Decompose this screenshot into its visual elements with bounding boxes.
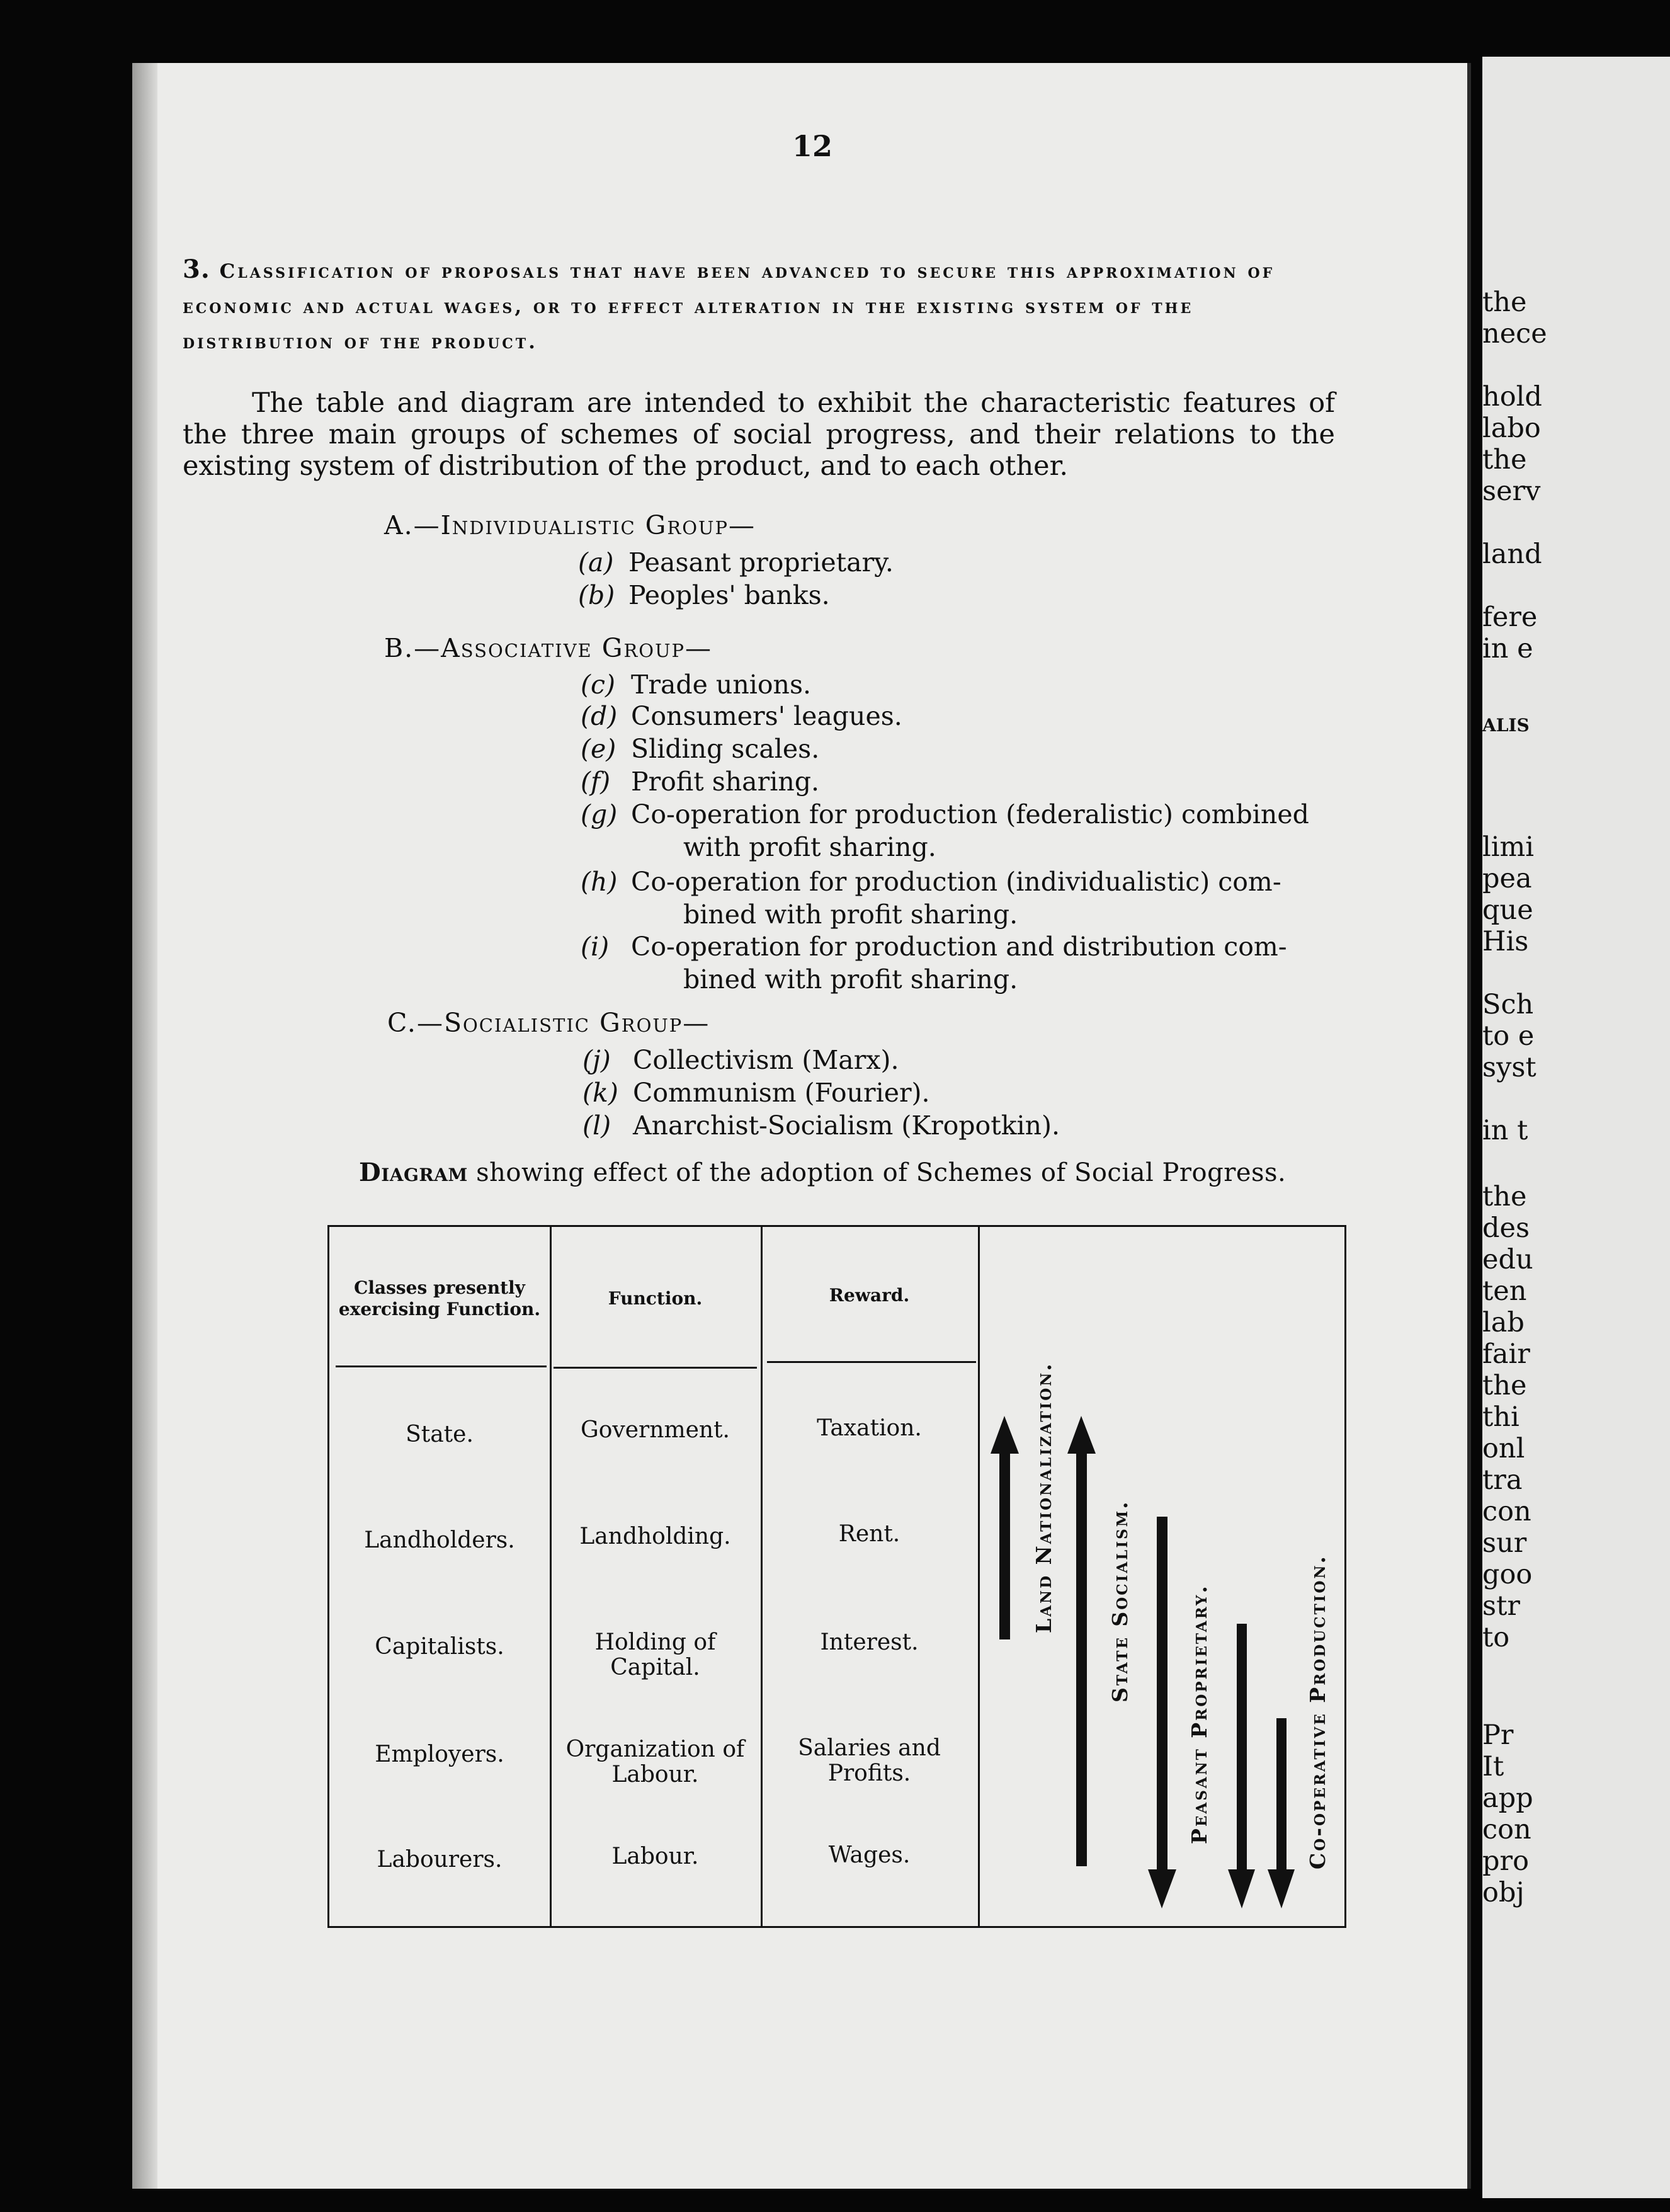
section-heading-text: Classification of proposals that have been advanced to secure this approximation of economic and actual wages, or to effect alteration in the existing system of the distribution of the product.	[183, 260, 1275, 353]
cell-function: Holding of Capital.	[594, 1629, 716, 1680]
group-title-c: C.—Socialistic Group—	[387, 1008, 710, 1038]
label-peasant-proprietary: Peasant Proprietary.	[1187, 1584, 1212, 1844]
cell-class: State.	[406, 1422, 474, 1447]
cell-reward: Rent.	[838, 1521, 900, 1547]
facing-page-line: obj	[1482, 1877, 1525, 1908]
list-item-continuation: bined with profit sharing.	[683, 899, 1018, 930]
page-edge-shadow	[132, 63, 157, 2189]
label-land-nationalization: Land Nationalization.	[1031, 1362, 1056, 1633]
cell-class: Capitalists.	[375, 1634, 504, 1660]
list-item: (f) Profit sharing.	[581, 767, 820, 797]
header-reward: Reward.	[829, 1285, 910, 1306]
state-socialism-arrow	[1067, 1416, 1096, 1866]
list-item: (h) Co-operation for production (individualistic) com-	[581, 867, 1281, 897]
facing-page-line: hold	[1482, 381, 1542, 413]
cell-reward: Interest.	[820, 1629, 919, 1655]
cell-function: Organization of Labour.	[565, 1736, 745, 1787]
cell-class: Landholders.	[364, 1527, 515, 1553]
facing-page-line: labo	[1482, 413, 1541, 444]
list-item: (e) Sliding scales.	[581, 734, 820, 764]
intro-paragraph: The table and diagram are intended to exhibit the characteristic features of the three main groups of schemes of social progress, and their relations to the existing system of distribution of the product, and to each other.	[183, 387, 1335, 482]
facing-page-line: nece	[1482, 318, 1547, 350]
cell-reward: Salaries and Profits.	[798, 1735, 941, 1786]
page-number: 12	[792, 129, 833, 163]
land-nationalization-arrow	[991, 1416, 1019, 1639]
list-item-continuation: bined with profit sharing.	[683, 964, 1018, 995]
facing-page-line: the	[1482, 1370, 1527, 1401]
facing-page-line: sur	[1482, 1527, 1527, 1559]
cell-function: Government.	[580, 1417, 730, 1443]
list-item: (l) Anarchist-Socialism (Kropotkin).	[582, 1110, 1060, 1141]
facing-page-line: edu	[1482, 1244, 1533, 1275]
cooperative-production-arrow-2	[1268, 1718, 1295, 1908]
caption-lead: Diagram	[359, 1158, 468, 1187]
cell-reward: Taxation.	[817, 1415, 922, 1441]
list-item-continuation: with profit sharing.	[683, 832, 936, 862]
group-title-a: A.—Individualistic Group—	[384, 510, 756, 540]
caption-rest: showing effect of the adoption of Schemes of Social Progress.	[467, 1158, 1287, 1187]
header-function: Function.	[608, 1288, 703, 1309]
facing-page-line: the	[1482, 1181, 1527, 1212]
list-item: (b) Peoples' banks.	[578, 580, 830, 610]
section-heading	[183, 252, 1335, 360]
social-progress-diagram	[327, 1225, 1346, 1928]
facing-page-fragment	[1482, 57, 1670, 2198]
facing-page-line: Pr	[1482, 1719, 1514, 1751]
facing-page-line: land	[1482, 539, 1542, 570]
peasant-proprietary-arrow	[1148, 1517, 1176, 1908]
facing-page-line: que	[1482, 894, 1533, 926]
cell-reward: Wages.	[828, 1842, 911, 1868]
facing-page-line: fair	[1482, 1338, 1530, 1370]
cell-class: Employers.	[375, 1742, 504, 1767]
list-item: (c) Trade unions.	[581, 670, 812, 700]
list-item: (i) Co-operation for production and distribution com-	[581, 932, 1287, 962]
facing-page-line: ALIS	[1482, 715, 1530, 736]
facing-page-line: the	[1482, 444, 1527, 476]
cell-class: Labourers.	[377, 1847, 503, 1873]
facing-page-line: pro	[1482, 1845, 1529, 1877]
facing-page-line: str	[1482, 1590, 1520, 1622]
facing-page-line: in t	[1482, 1115, 1528, 1146]
facing-page-line: the	[1482, 287, 1527, 318]
label-state-socialism: State Socialism.	[1108, 1500, 1132, 1702]
facing-page-line: goo	[1482, 1559, 1533, 1590]
facing-page-line: to	[1482, 1622, 1510, 1653]
facing-page-line: His	[1482, 926, 1529, 957]
list-item: (d) Consumers' leagues.	[581, 701, 902, 731]
facing-page-line: to e	[1482, 1020, 1535, 1052]
list-item: (a) Peasant proprietary.	[578, 547, 894, 578]
group-title-b: B.—Associative Group—	[384, 633, 713, 663]
facing-page-line: con	[1482, 1496, 1531, 1527]
header-classes: Classes presently exercising Function.	[338, 1277, 541, 1320]
section-number: 3.	[183, 254, 210, 284]
facing-page-line: lab	[1482, 1307, 1525, 1338]
facing-page-line: It	[1482, 1751, 1504, 1782]
facing-page-line: serv	[1482, 476, 1541, 507]
facing-page-line: pea	[1482, 863, 1532, 894]
facing-page-line: ten	[1482, 1275, 1527, 1307]
facing-page-line: in e	[1482, 633, 1533, 664]
facing-page-line: tra	[1482, 1464, 1523, 1496]
list-item: (j) Collectivism (Marx).	[582, 1045, 899, 1075]
facing-page-line: fere	[1482, 601, 1538, 633]
facing-page-line: Sch	[1482, 989, 1534, 1020]
facing-page-line: app	[1482, 1782, 1533, 1814]
list-item: (g) Co-operation for production (federalistic) combined	[581, 799, 1309, 830]
facing-page-line: onl	[1482, 1433, 1525, 1464]
list-item: (k) Communism (Fourier).	[582, 1078, 930, 1108]
facing-page-line: syst	[1482, 1052, 1537, 1083]
facing-page-line: thi	[1482, 1401, 1519, 1433]
facing-page-line: des	[1482, 1212, 1530, 1244]
cooperative-production-arrow-1	[1228, 1624, 1255, 1908]
cell-function: Labour.	[611, 1844, 699, 1869]
diagram-caption	[359, 1158, 1286, 1187]
cell-function: Landholding.	[579, 1524, 731, 1549]
facing-page-line: limi	[1482, 831, 1535, 863]
facing-page-line: con	[1482, 1814, 1531, 1845]
label-cooperative-production: Co-operative Production.	[1305, 1554, 1330, 1869]
